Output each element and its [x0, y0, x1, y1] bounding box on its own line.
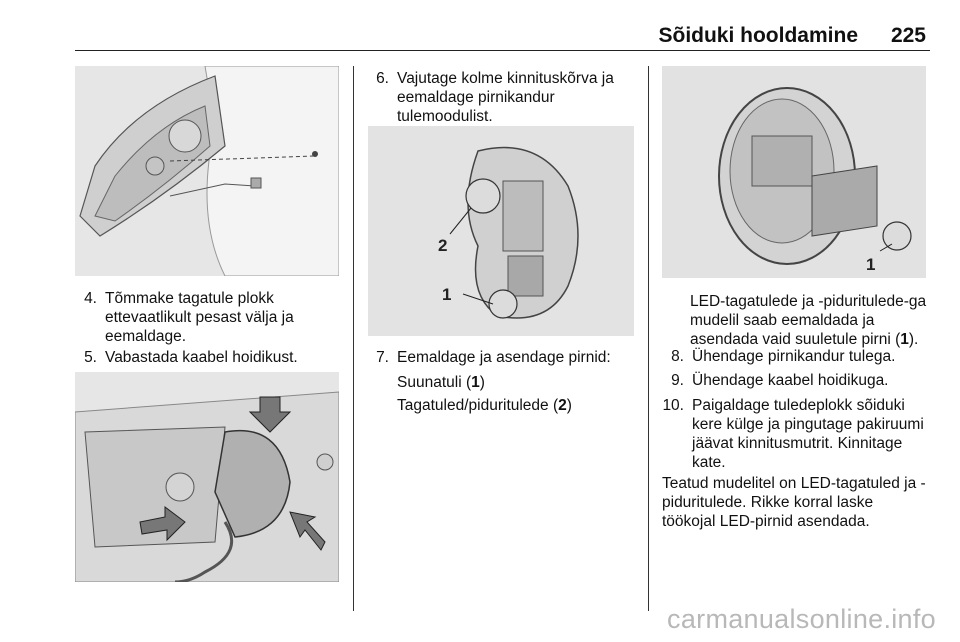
- step-number: 10.: [662, 397, 684, 414]
- taillight-illustration: [75, 66, 339, 276]
- section-title: Sõiduki hooldamine: [658, 24, 858, 47]
- note-led-models: LED-tagatulede ja -piduritulede-ga mudelil saab eemaldada ja asendada vaid suuletule pirni (1).: [690, 293, 927, 348]
- page-header: [75, 22, 930, 50]
- step-text: Ühendage kaabel hoidikuga.: [692, 372, 889, 389]
- figure-cable-holder: [75, 372, 339, 582]
- callout-label-1: 1: [866, 255, 876, 274]
- watermark: carmanualsonline.info: [667, 604, 936, 634]
- page-number: 225: [890, 24, 926, 47]
- substep-tail-brake-lights: Tagatuled/piduritulede (2): [397, 397, 572, 414]
- callout-label-1: 1: [442, 285, 452, 304]
- figure-led-carrier: [662, 66, 926, 278]
- step-text: Vajutage kolme kinnituskõrva ja eemaldage pirnikandur tulemoodulist.: [397, 70, 614, 125]
- step-text: Tõmmake tagatule plokk ettevaatlikult pesast välja ja eemaldage.: [105, 290, 294, 345]
- header-rule: [75, 50, 930, 51]
- step-number: 4.: [84, 290, 97, 307]
- led-info-paragraph: Teatud mudelitel on LED-tagatuled ja -piduritulede. Rikke korral laske töökojal LED-pirnid asendada.: [662, 475, 926, 530]
- column-divider-left: [353, 66, 354, 611]
- step-text: Eemaldage ja asendage pirnid:: [397, 349, 611, 366]
- bulb-carrier-illustration: [368, 126, 634, 336]
- cable-holder-illustration: [75, 372, 339, 582]
- step-number: 9.: [671, 372, 684, 389]
- column-divider-right: [648, 66, 649, 611]
- figure-bulb-carrier: [368, 126, 634, 336]
- led-carrier-illustration: [662, 66, 926, 278]
- step-number: 7.: [376, 349, 389, 366]
- step-number: 6.: [376, 70, 389, 87]
- step-text: Vabastada kaabel hoidikust.: [105, 349, 298, 366]
- step-text: Paigaldage tuledeplokk sõiduki kere külge ja pingutage pakiruumi jäävat kinnitusmutrit. Kinnitage kate.: [692, 397, 924, 471]
- step-number: 8.: [671, 348, 684, 365]
- step-text: Ühendage pirnikandur tulega.: [692, 348, 896, 365]
- substep-turn-signal: Suunatuli (1): [397, 374, 485, 391]
- callout-label-2: 2: [438, 236, 448, 255]
- figure-taillight-removal: [75, 66, 339, 276]
- step-number: 5.: [84, 349, 97, 366]
